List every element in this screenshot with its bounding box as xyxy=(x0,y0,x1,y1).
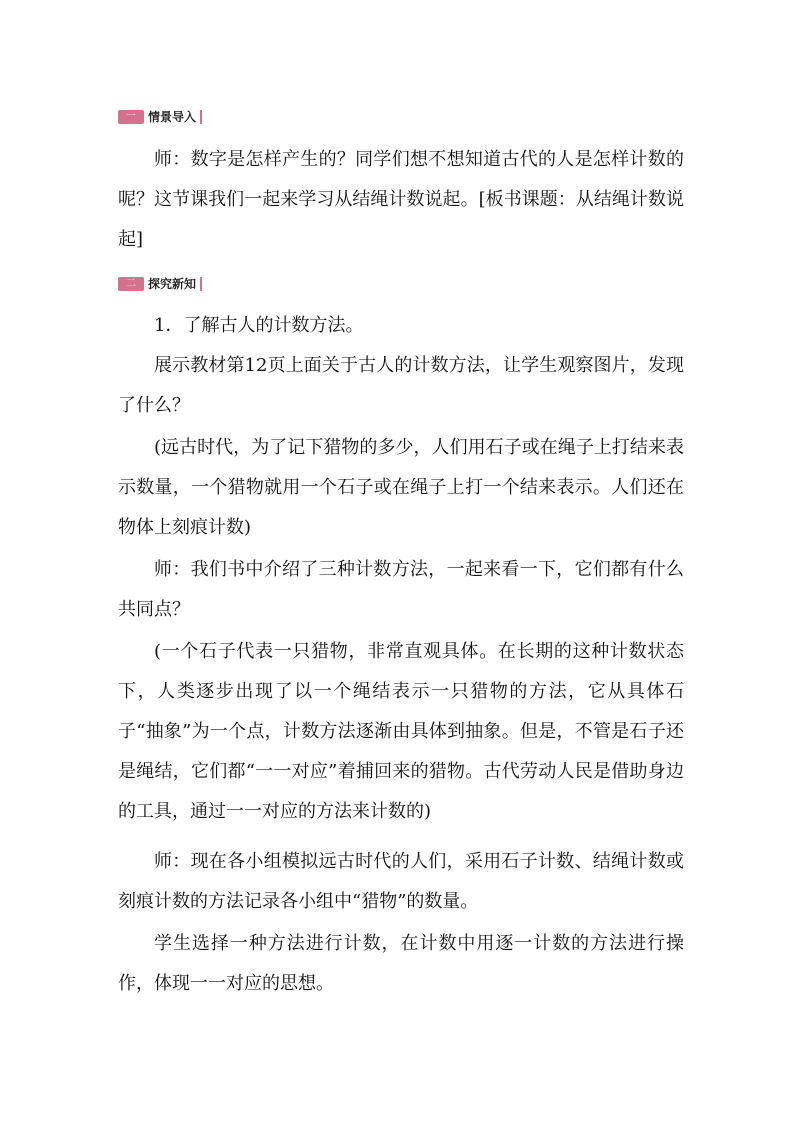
paragraph-teacher-question: 师：我们书中介绍了三种计数方法，一起来看一下，它们都有什么共同点？ xyxy=(118,559,684,620)
section-header-explore xyxy=(118,275,202,293)
section-title: 探究新知 xyxy=(147,277,202,291)
section-header-intro xyxy=(118,108,202,126)
paragraph-group-activity: 师：现在各小组模拟远古时代的人们，采用石子计数、结绳计数或刻痕计数的方法记录各小组中“猎物”的数量。 xyxy=(118,851,684,912)
paragraph-intro: 师：数字是怎样产生的？同学们想不想知道古代的人是怎样计数的呢？这节课我们一起来学习从结绳计数说起。[板书课题：从结绳计数说起] xyxy=(118,149,684,250)
paragraph-student-practice: 学生选择一种方法进行计数，在计数中用逐一计数的方法进行操作，体现一一对应的思想。 xyxy=(118,933,684,994)
section-number-badge: 一 xyxy=(118,110,144,124)
section-number-badge: 二 xyxy=(118,277,144,291)
section-title: 情景导入 xyxy=(147,110,202,124)
paragraph-ancient-answer: (远古时代，为了记下猎物的多少，人们用石子或在绳子上打结来表示数量，一个猎物就用一个石子或在绳子上打一个结来表示。人们还在物体上刻痕计数) xyxy=(118,437,684,538)
paragraph-common-point: (一个石子代表一只猎物，非常直观具体。在长期的这种计数状态下，人类逐步出现了以一个绳结表示一只猎物的方法，它从具体石子“抽象”为一个点，计数方法逐渐由具体到抽象。但是，不管是石子还是绳结，它们都“一一对应”着捕回来的猎物。古代劳动人民是借助身边的工具，通过一一对应的方法来计数的) xyxy=(118,641,684,822)
paragraph-step-1: 1．了解古人的计数方法。 xyxy=(154,315,364,336)
paragraph-show-textbook: 展示教材第12页上面关于古人的计数方法，让学生观察图片，发现了什么？ xyxy=(118,355,684,416)
